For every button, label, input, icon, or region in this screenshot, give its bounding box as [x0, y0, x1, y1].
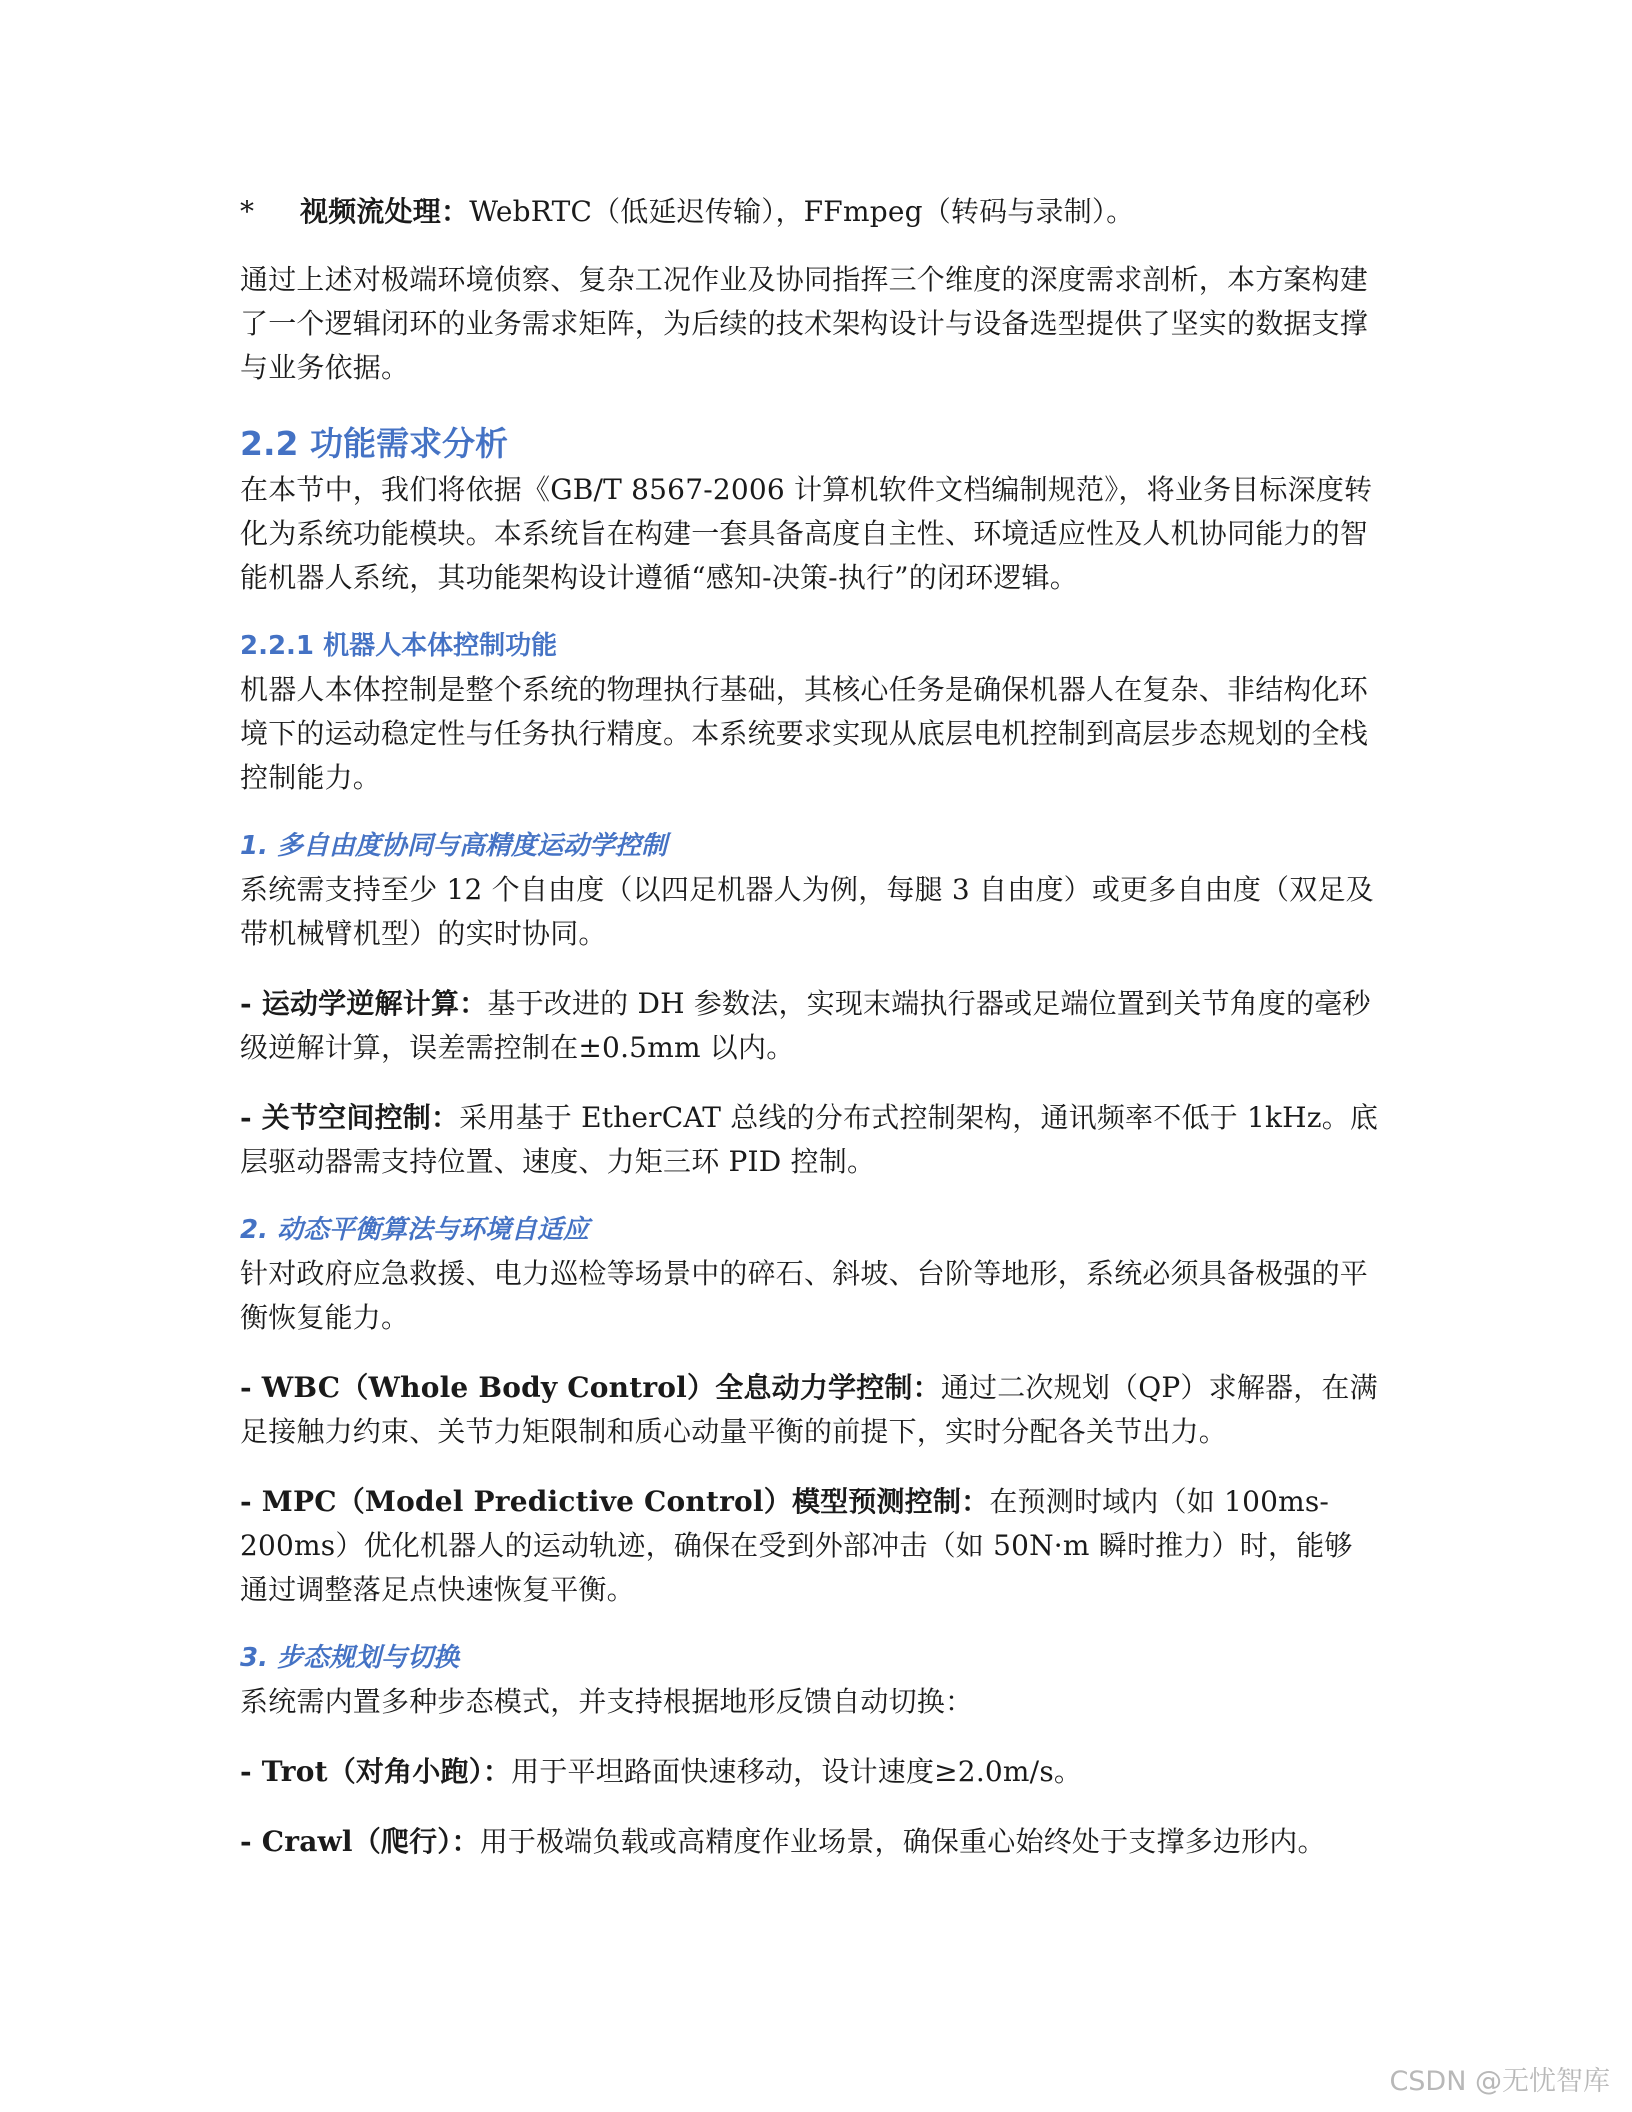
item-2-point-mpc	[240, 1480, 1380, 1612]
point-text: 用于极端负载或高精度作业场景，确保重心始终处于支撑多边形内。	[479, 1825, 1326, 1858]
point-text: 采用基于 EtherCAT 总线的分布式控制架构，通讯频率不低于 1kHz。底层驱动器需支持位置、速度、力矩三环 PID 控制。	[240, 1101, 1379, 1178]
point-text: 在预测时域内（如 100ms-200ms）优化机器人的运动轨迹，确保在受到外部冲击（如 50N·m 瞬时推力）时，能够通过调整落足点快速恢复平衡。	[240, 1485, 1353, 1606]
point-label: - Crawl（爬行）：	[240, 1825, 480, 1858]
point-text: 用于平坦路面快速移动，设计速度≥2.0m/s。	[511, 1755, 1083, 1788]
bullet-text: WebRTC（低延迟传输），FFmpeg（转码与录制）。	[469, 195, 1135, 228]
point-text: 基于改进的 DH 参数法，实现末端执行器或足端位置到关节角度的毫秒级逆解计算，误差需控制在±0.5mm 以内。	[240, 987, 1371, 1064]
item-3-intro: 系统需内置多种步态模式，并支持根据地形反馈自动切换：	[240, 1685, 974, 1718]
bullet-video-processing	[240, 190, 1380, 234]
bullet-label: 视频流处理：	[300, 195, 470, 228]
item-3-point-trot	[240, 1750, 1380, 1794]
item-1-intro: 系统需支持至少 12 个自由度（以四足机器人为例，每腿 3 自由度）或更多自由度（双足及带机械臂机型）的实时协同。	[240, 873, 1374, 950]
summary-paragraph: 通过上述对极端环境侦察、复杂工况作业及协同指挥三个维度的深度需求剖析，本方案构建了一个逻辑闭环的业务需求矩阵，为后续的技术架构设计与设备选型提供了坚实的数据支撑与业务依据。	[240, 263, 1369, 384]
section-2-2-1-heading: 2.2.1 机器人本体控制功能	[240, 631, 558, 661]
item-3-heading: 3. 步态规划与切换	[240, 1643, 460, 1673]
point-label: - MPC（Model Predictive Control）模型预测控制：	[240, 1485, 990, 1518]
item-1-point-ik	[240, 982, 1380, 1070]
point-label: - 关节空间控制：	[240, 1101, 460, 1134]
document-page	[240, 190, 1380, 1890]
item-2-heading: 2. 动态平衡算法与环境自适应	[240, 1215, 590, 1245]
bullet-marker: *	[240, 195, 255, 228]
item-3-point-crawl	[240, 1820, 1380, 1864]
section-2-2-intro: 在本节中，我们将依据《GB/T 8567-2006 计算机软件文档编制规范》，将业务目标深度转化为系统功能模块。本系统旨在构建一套具备高度自主性、环境适应性及人机协同能力的智能机器人系统，其功能架构设计遵循“感知-决策-执行”的闭环逻辑。	[240, 473, 1373, 594]
section-2-2-1-intro: 机器人本体控制是整个系统的物理执行基础，其核心任务是确保机器人在复杂、非结构化环境下的运动稳定性与任务执行精度。本系统要求实现从底层电机控制到高层步态规划的全栈控制能力。	[240, 673, 1369, 794]
point-label: - WBC（Whole Body Control）全息动力学控制：	[240, 1371, 941, 1404]
section-2-2-heading: 2.2 功能需求分析	[240, 424, 508, 463]
point-label: - Trot（对角小跑）：	[240, 1755, 512, 1788]
item-1-heading: 1. 多自由度协同与高精度运动学控制	[240, 831, 668, 861]
item-1-point-joint	[240, 1096, 1380, 1184]
item-2-point-wbc	[240, 1366, 1380, 1454]
item-2-intro: 针对政府应急救援、电力巡检等场景中的碎石、斜坡、台阶等地形，系统必须具备极强的平衡恢复能力。	[240, 1257, 1369, 1334]
csdn-watermark: CSDN @无忧智库	[1389, 2066, 1610, 2097]
point-text: 通过二次规划（QP）求解器，在满足接触力约束、关节力矩限制和质心动量平衡的前提下，实时分配各关节出力。	[240, 1371, 1378, 1448]
point-label: - 运动学逆解计算：	[240, 987, 488, 1020]
